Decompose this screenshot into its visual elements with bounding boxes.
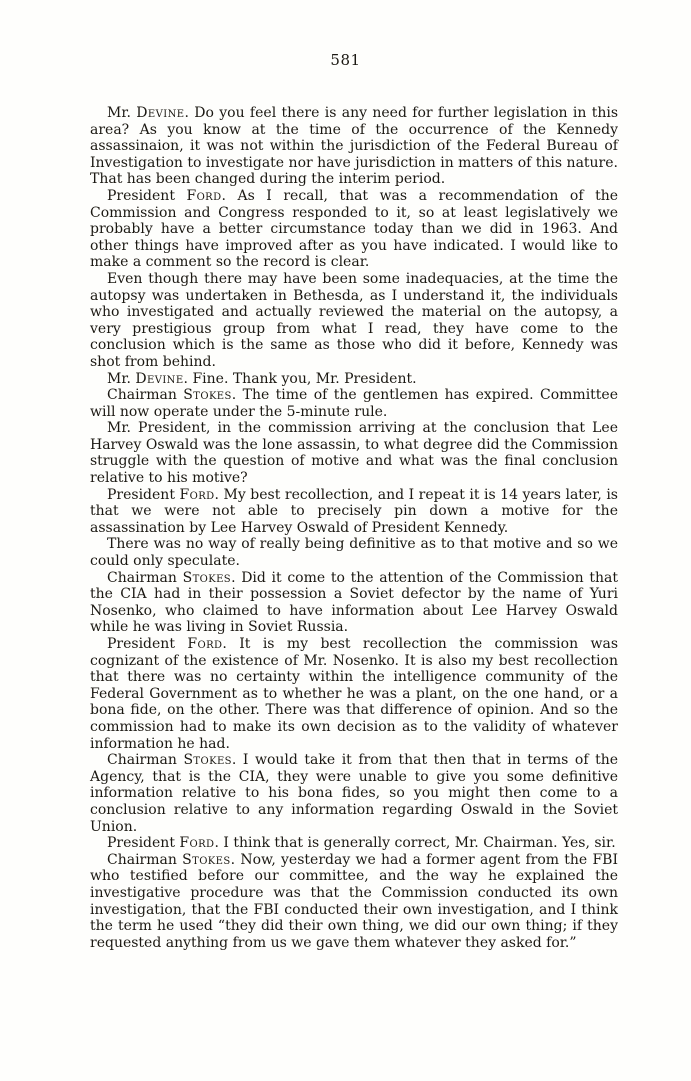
speaker-title: President [107,835,180,852]
speaker-title: Chairman [107,752,184,769]
speaker-title: Chairman [107,851,183,868]
speaker-title: Chairman [107,569,183,586]
speaker-name: Ford [179,835,215,852]
speaker-title: President [107,486,180,503]
paragraph-text: . Fine. Thank you, Mr. President. [183,370,417,387]
paragraph-text: . Did it come to the attention of the Commission that the CIA had in their possession a Soviet defector by the name of Yuri Nosenko, who claimed to have information about Lee Harvey Oswald while he was living in Soviet Russia. [90,569,618,636]
paragraph-text: . I would take it from that then that in terms of the Agency, that is the CIA, they were unable to give you some definitive information relative to his bona fides, so you might then come to a conclusion relative to any information regarding Oswald in the Soviet Union. [90,752,618,835]
paragraph [90,487,618,537]
paragraph [90,570,618,636]
transcript [90,105,618,951]
speaker-name: Stokes [183,752,232,769]
paragraph [90,852,618,952]
paragraph [90,835,618,852]
page-number: 581 [330,51,361,69]
speaker-title: Chairman [107,387,184,404]
speaker-title: President [107,187,187,204]
paragraph-text: . Do you feel there is any need for further legislation in this area? As you know at the time of the occurrence of the Kennedy assassinaion, it was not within the jurisdiction of the Federal Bureau of Investigation to investigate nor have jurisdiction in matters of this nature. That has been changed during the interim period. [90,105,619,188]
paragraph [90,636,618,752]
paragraph [90,271,618,371]
paragraph-text: . Now, yesterday we had a former agent from the FBI who testified before our committee, and the way he explained the investigative procedure was that the Commission conducted its own investigation, that the FBI conducted their own investigation, and I think the term he used “they did their own thing, we did our own thing; if they requested anything from us we gave them whatever they asked for.” [90,851,618,951]
paragraph-text: . As I recall, that was a recommendation of the Commission and Congress responded to it, so at least legislatively we probably have a better circumstance today than we did in 1963. And other things have improved after as you have indicated. I would like to make a comment so the record is clear. [90,187,618,271]
paragraph-text: . The time of the gentlemen has expired. Committee will now operate under the 5-minute rule. [90,387,618,420]
paragraph-text: Even though there may have been some inadequacies, at the time the autopsy was undertaken in Bethesda, as I understand it, the individuals who investigated and actually reviewed the material on the autopsy, a very prestigious group from what I read, they have come to the conclusion which is the same as those who did it before, Kennedy was shot from behind. [90,270,618,370]
speaker-name: Devine [135,370,184,387]
paragraph-text: . I think that is generally correct, Mr. Chairman. Yes, sir. [214,835,616,852]
paragraph-text: . It is my best recollection the commission was cognizant of the existence of Mr. Nosenko. It is also my best recollection that there was no certainty within the intelligence community of the Federal Government as to whether he was a plant, on the one hand, or a bona fide, on the other. There was that difference of opinion. And so the commission had to make its own decision as to the validity of whatever information he had. [90,636,618,752]
speaker-name: Ford [187,636,223,652]
speaker-title: President [107,636,188,652]
speaker-title: Mr. [107,370,136,387]
paragraph-text: . My best recollection, and I repeat it is 14 years later, is that we were not able to precisely pin down a motive for the assassination by Lee Harvey Oswald of President Kennedy. [90,486,618,536]
paragraph [90,188,618,271]
speaker-name: Ford [179,486,215,503]
speaker-name: Stokes [182,851,231,868]
paragraph [90,105,618,188]
paragraph-text: There was no way of really being definitive as to that motive and so we could only speculate. [90,536,618,570]
speaker-name: Ford [186,187,222,204]
paragraph-text: Mr. President, in the commission arriving at the conclusion that Lee Harvey Oswald was the lone assassin, to what degree did the Commission struggle with the question of motive and what was the final conclusion relative to his motive? [90,420,618,487]
paragraph [90,752,618,835]
speaker-name: Devine [136,105,185,121]
speaker-title: Mr. [107,105,137,121]
paragraph [90,387,618,420]
paragraph [90,371,618,388]
paragraph [90,536,618,569]
paragraph [90,420,618,486]
speaker-name: Stokes [182,569,232,586]
speaker-name: Stokes [183,387,232,404]
